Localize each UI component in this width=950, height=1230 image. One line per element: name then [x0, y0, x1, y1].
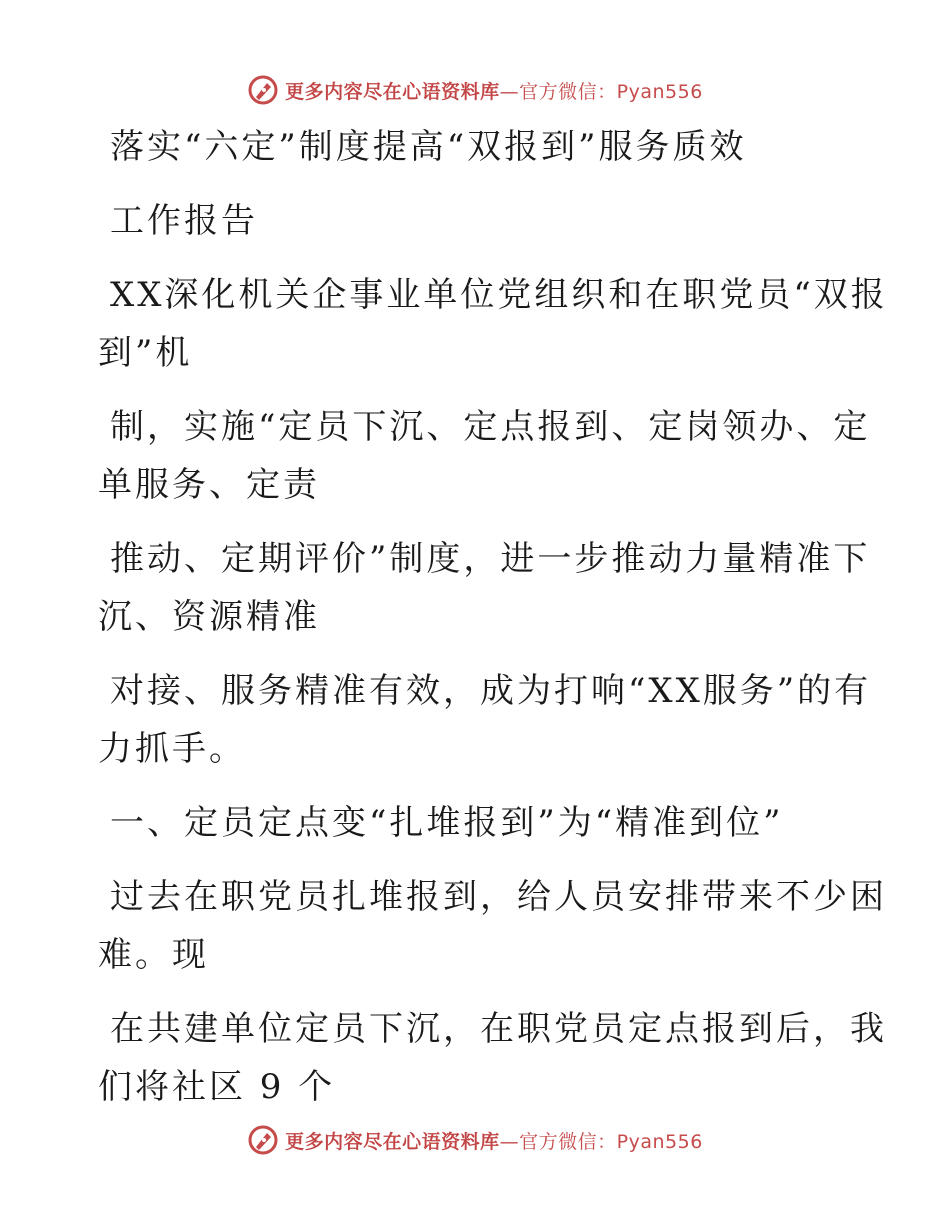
banner-brand: 更多内容尽在心语资料库: [285, 1130, 500, 1153]
document-body: [98, 118, 888, 1116]
paragraph-line: 难。现: [98, 935, 209, 975]
pen-nib-circle-icon: [247, 74, 279, 106]
paragraph-line: 单服务、定责: [98, 465, 320, 505]
paragraph-line: 们将社区 9 个: [98, 1067, 336, 1107]
banner-wechat: 官方微信：Pyan556: [519, 1130, 703, 1153]
paragraph-line: 推动、定期评价”制度，进一步推动力量精准下: [110, 539, 871, 579]
header-banner: [0, 70, 950, 110]
paragraph-5: [98, 868, 887, 984]
footer-banner: [0, 1120, 950, 1160]
paragraph-1: [98, 266, 888, 382]
paragraph-line: 制，实施“定员下沉、定点报到、定岗领办、定: [110, 407, 871, 447]
document-title: 落实“六定”制度提高“双报到”服务质效: [110, 127, 747, 167]
pen-nib-circle-icon: [247, 1124, 279, 1156]
banner-separator: —: [499, 1130, 520, 1153]
paragraph-line: XX深化机关企事业单位党组织和在职党员“双报: [110, 275, 888, 315]
paragraph-line: 到”机: [98, 333, 193, 373]
banner-wechat: 官方微信：Pyan556: [519, 80, 703, 103]
paragraph-6: [98, 1000, 887, 1116]
banner-text: [285, 1127, 703, 1154]
paragraph-line: 力抓手。: [98, 729, 246, 769]
banner-text: [285, 77, 703, 104]
paragraph-line: 沉、资源精准: [98, 597, 320, 637]
paragraph-3: [98, 530, 871, 646]
paragraph-2: [98, 398, 871, 514]
document-subtitle: 工作报告: [110, 201, 258, 241]
paragraph-4: [98, 662, 872, 778]
banner-separator: —: [499, 80, 520, 103]
paragraph-line: 对接、服务精准有效，成为打响“XX服务”的有: [110, 671, 872, 711]
paragraph-line: 过去在职党员扎堆报到，给人员安排带来不少困: [110, 877, 887, 917]
paragraph-line: 在共建单位定员下沉，在职党员定点报到后，我: [110, 1009, 887, 1049]
banner-brand: 更多内容尽在心语资料库: [285, 80, 500, 103]
section-heading: 一、定员定点变“扎堆报到”为“精准到位”: [110, 803, 784, 843]
